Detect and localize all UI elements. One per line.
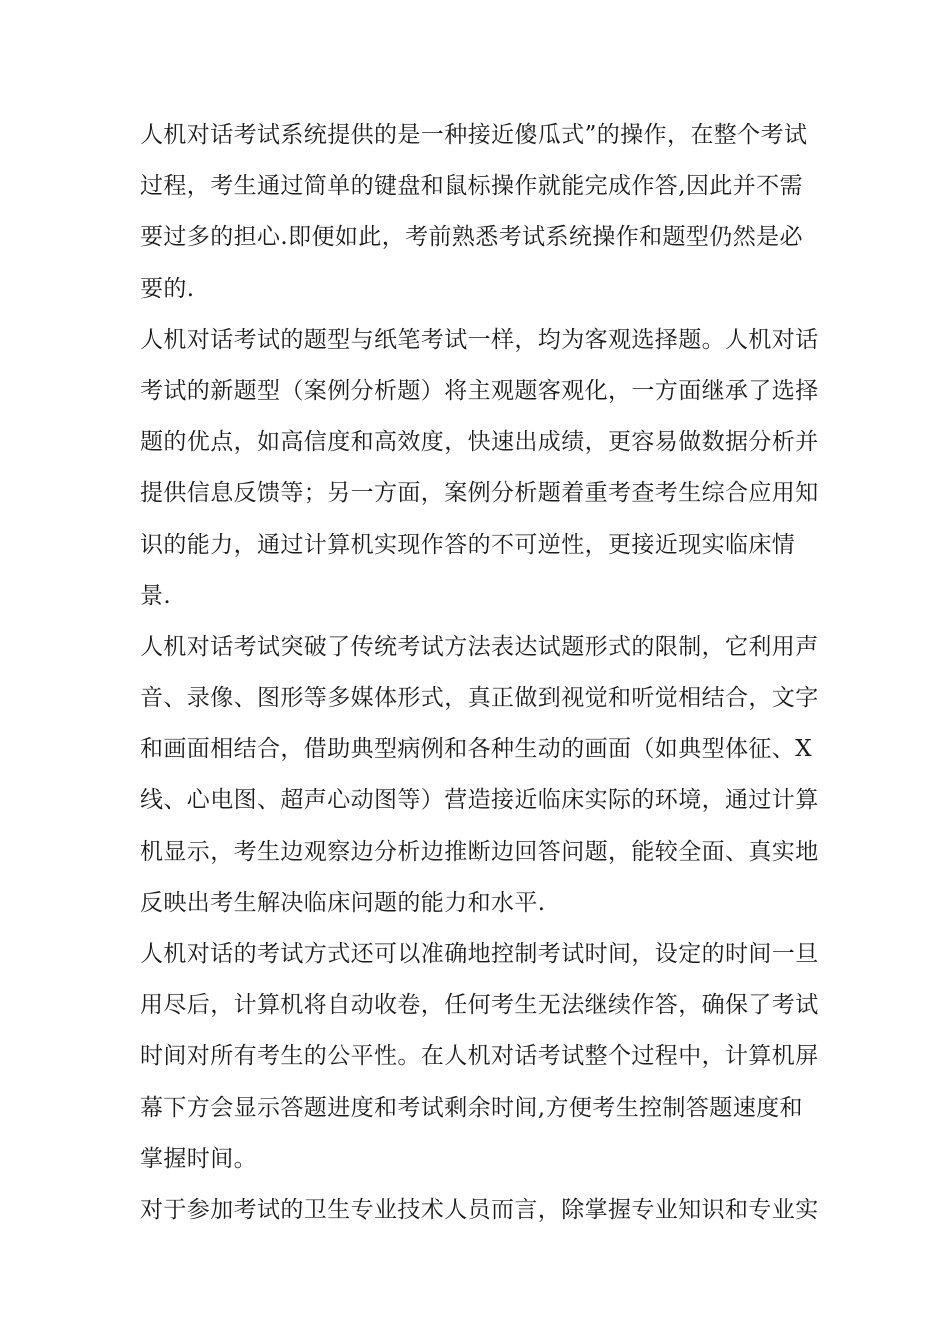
paragraph-3-line-1: 人机对话考试突破了传统考试方法表达试题形式的限制，它利用声 xyxy=(140,633,819,660)
paragraph-1-line-3: 要过多的担心.即便如此，考前熟悉考试系统操作和题型仍然是必 xyxy=(140,224,803,251)
paragraph-3-line-4: 线、心电图、超声心动图等）营造接近临床实际的环境，通过计算 xyxy=(140,787,819,814)
paragraph-2-line-1: 人机对话考试的题型与纸笔考试一样，均为客观选择题。人机对话 xyxy=(140,326,819,353)
paragraph-4-line-2: 用尽后，计算机将自动收卷，任何考生无法继续作答，确保了考试 xyxy=(140,992,819,1019)
paragraph-2-line-3: 题的优点，如高信度和高效度，快速出成绩，更容易做数据分析并 xyxy=(140,429,819,456)
paragraph-4-line-5: 掌握时间。 xyxy=(140,1145,257,1172)
paragraph-1-line-2: 过程，考生通过简单的键盘和鼠标操作就能完成作答,因此并不需 xyxy=(140,173,803,200)
paragraph-5-line-1: 对于参加考试的卫生专业技术人员而言，除掌握专业知识和专业实 xyxy=(140,1196,819,1223)
paragraph-4-line-3: 时间对所有考生的公平性。在人机对话考试整个过程中，计算机屏 xyxy=(140,1043,819,1070)
paragraph-2-line-5: 识的能力，通过计算机实现作答的不可逆性，更接近现实临床情 xyxy=(140,531,796,558)
paragraph-2-line-4: 提供信息反馈等；另一方面，案例分析题着重考查考生综合应用知 xyxy=(140,480,819,507)
paragraph-4-line-1: 人机对话的考试方式还可以准确地控制考试时间，设定的时间一旦 xyxy=(140,941,819,967)
paragraph-4-line-4: 幕下方会显示答题进度和考试剩余时间,方便考生控制答题速度和 xyxy=(140,1094,803,1121)
paragraph-3-line-3: 和画面相结合，借助典型病例和各种生动的画面（如典型体征、X xyxy=(140,736,812,763)
paragraph-1-line-1: 人机对话考试系统提供的是一种接近傻瓜式”的操作，在整个考试 xyxy=(140,122,808,148)
paragraph-2-line-6: 景. xyxy=(140,582,172,609)
paragraph-3-line-5: 机显示，考生边观察边分析边推断边回答问题，能较全面、真实地 xyxy=(140,838,819,865)
paragraph-1-line-4: 要的. xyxy=(140,275,195,302)
document-body xyxy=(140,110,825,1236)
paragraph-3-line-6: 反映出考生解决临床问题的能力和水平. xyxy=(140,889,546,916)
paragraph-2-line-2: 考试的新题型（案例分析题）将主观题客观化，一方面继承了选择 xyxy=(140,377,819,404)
paragraph-3-line-2: 音、录像、图形等多媒体形式，真正做到视觉和听觉相结合，文字 xyxy=(140,685,819,712)
